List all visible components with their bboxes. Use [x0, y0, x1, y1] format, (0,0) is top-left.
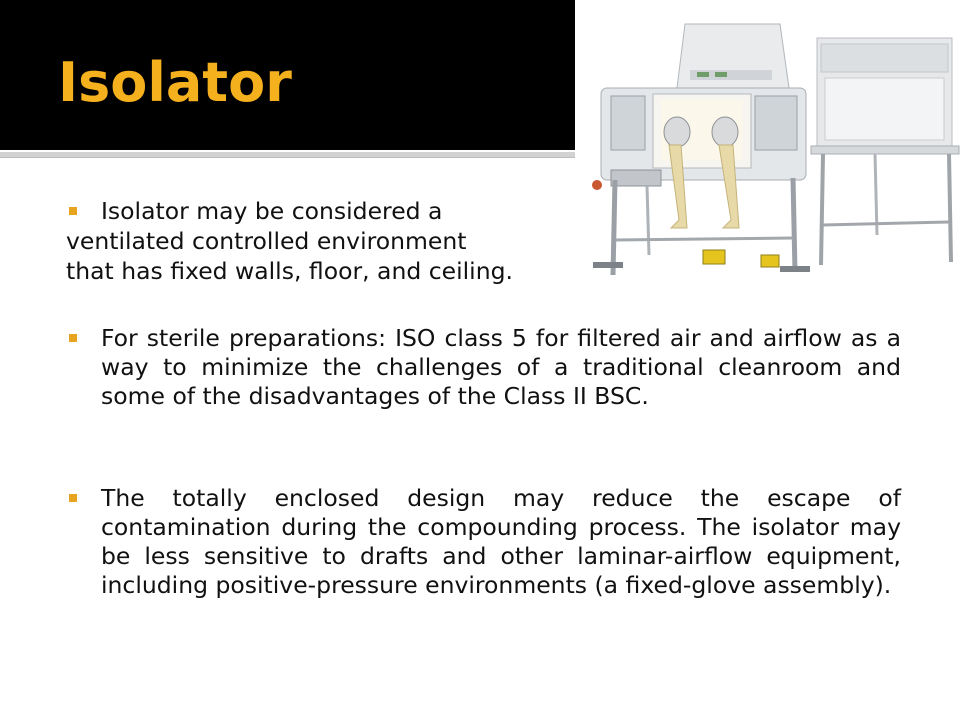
laminar-cabinet-shape	[811, 38, 959, 265]
bullet-sterile-preparations: For sterile preparations: ISO class 5 for filtered air and airflow as a way to minimize the challenges of a traditional cleanroom and some of the disadvantages of the Class II BSC.	[101, 324, 901, 410]
bullet-line: Isolator may be considered a	[101, 197, 443, 225]
isolator-equipment-photo-icon	[575, 0, 960, 300]
bullet-enclosed-design: The totally enclosed design may reduce the escape of contamination during the compounding process. The isolator may be less sensitive to drafts and other laminar-airflow equipment, including positive-pressure environments (a fixed-glove assembly).	[101, 484, 901, 599]
glovebox-isolator-shape	[592, 24, 810, 275]
bullet-line: that has fixed walls, floor, and ceiling.	[66, 257, 513, 285]
bullet-marker	[69, 494, 77, 502]
slide-title: Isolator	[58, 51, 292, 114]
bullet-line: ventilated controlled environment	[66, 227, 467, 255]
title-divider	[0, 152, 575, 158]
bullet-isolator-definition	[66, 196, 586, 286]
isolator-photo	[575, 0, 960, 300]
bullet-marker	[69, 334, 77, 342]
